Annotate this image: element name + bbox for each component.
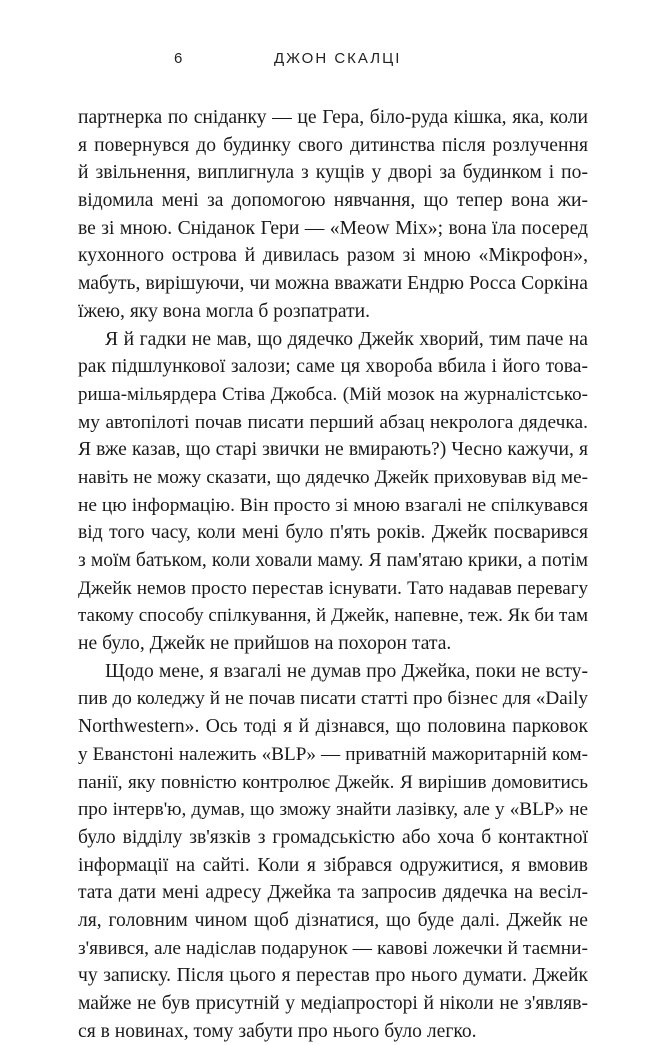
text-line: Джейк немов просто перестав існувати. Тато надавав перевагу <box>78 577 588 599</box>
text-line: відомила мені за допомогою нявчання, що тепер вона жи- <box>78 190 588 212</box>
text-line: було відділу зв'язків з громадськістю або хоча б контактної <box>78 826 588 848</box>
text-line: від того часу, коли мені було п'ять років. Джейк посварився <box>78 522 588 544</box>
text-line: у Еванстоні належить «BLP» — приватній мажоритарній ком- <box>78 743 588 765</box>
text-line: ля, головним чином щоб дізнатися, що буде далі. Джейк не <box>78 909 588 931</box>
text-line: рак підшлункової залози; саме ця хвороба вбила і його това- <box>78 356 588 378</box>
text-line: не було, Джейк не прийшов на похорон тата. <box>78 633 452 655</box>
text-line: кухонного острова й дивилась разом зі мною «Мікрофон», <box>78 245 588 267</box>
page-number: 6 <box>174 50 183 67</box>
text-line: пив до коледжу й не почав писати статті про бізнес для «Daily <box>78 688 588 710</box>
text-line: Я вже казав, що старі звички не вмирають?) Чесно кажучи, я <box>78 439 588 461</box>
text-line: з моїм батьком, коли ховали маму. Я пам'ятаю крики, а потім <box>78 550 588 571</box>
paragraph <box>78 658 588 1045</box>
text-line: майже не був присутній у медіапросторі й ніколи не з'являв- <box>78 993 588 1014</box>
body-text <box>78 104 588 1045</box>
running-header <box>0 44 664 74</box>
paragraph <box>78 104 588 326</box>
paragraph <box>78 326 588 658</box>
text-line: з'явився, але надіслав подарунок — кавові ложечки й таємни- <box>78 937 588 959</box>
text-line: ся в новинах, тому забути про нього було легко. <box>78 1020 477 1042</box>
text-line: Я й гадки не мав, що дядечко Джейк хворий, тим паче на <box>105 328 588 350</box>
text-line: такому способу спілкування, й Джейк, напевне, теж. Як би там <box>78 605 588 627</box>
text-line: не цю інформацію. Він просто зі мною взагалі не спілкувався <box>78 494 588 516</box>
text-line: риша-мільярдера Стіва Джобса. (Мій мозок на журналістсько- <box>78 383 588 405</box>
book-title-header: ДЖОН СКАЛЦІ <box>274 50 402 67</box>
text-line: я повернувся до будинку свого дитинства після розлучення <box>78 134 588 156</box>
text-line: чу записку. Після цього я перестав про нього думати. Джейк <box>78 965 588 987</box>
text-line: мабуть, вирішуючи, чи можна вважати Ендрю Росса Соркіна <box>78 273 588 295</box>
text-line: панії, яку повністю контролює Джейк. Я вирішив домовитись <box>78 771 588 793</box>
text-line: тата дати мені адресу Джейка та запросив дядечка на весіл- <box>78 882 588 904</box>
text-line: про інтерв'ю, думав, що зможу знайти лазівку, але у «BLP» не <box>78 799 588 821</box>
text-line: й звільнення, виплигнула з кущів у дворі за будинком і по- <box>78 162 588 184</box>
text-line: ве зі мною. Сніданок Гери — «Meow Mix»; вона їла посеред <box>78 217 588 239</box>
text-line: навіть не можу сказати, що дядечко Джейк приховував від ме- <box>78 466 588 488</box>
text-line: Щодо мене, я взагалі не думав про Джейка, поки не всту- <box>105 660 588 682</box>
text-line: партнерка по сніданку — це Гера, біло-руда кішка, яка, коли <box>78 107 588 128</box>
text-line: Northwestern». Ось тоді я й дізнався, що половина парковок <box>78 716 588 738</box>
text-line: му автопілоті почав писати перший абзац некролога дядечка. <box>78 411 588 433</box>
text-line: інформації на сайті. Коли я зібрався одружитися, я вмовив <box>78 854 588 876</box>
text-line: їжею, яку вона могла б розпатрати. <box>78 300 371 322</box>
